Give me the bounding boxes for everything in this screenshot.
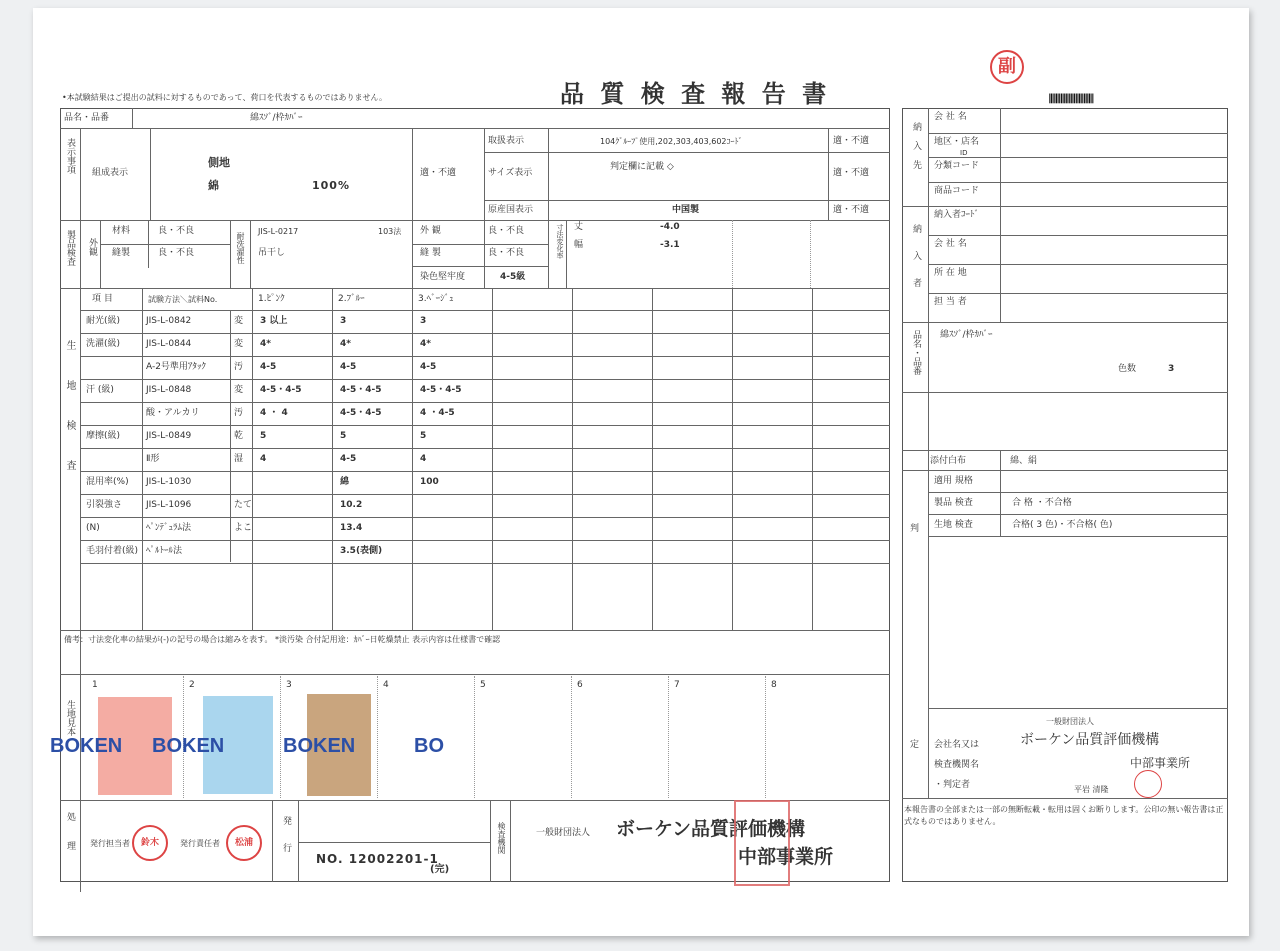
size-label: サイズ表示: [488, 168, 533, 178]
test-cell-v3: 3: [420, 316, 427, 326]
footnote: 本報告書の全部または一部の無断転載・転用は固くお断りします。公印の無い報告書は正式なものではありません。: [904, 805, 1224, 826]
watermark-1: BOKEN: [50, 735, 123, 757]
org-name: ボーケン品質評価機構: [616, 818, 806, 840]
delivery-rows-label: 地区・店名: [934, 136, 980, 147]
official-seal: [734, 800, 790, 886]
test-cell-item: 混用率(%): [86, 477, 129, 487]
test-cell-method: JIS-L-1096: [146, 500, 192, 510]
report-number: NO. 12002201-1: [316, 852, 439, 866]
company-label: 会社名又は: [934, 740, 980, 750]
test-cell-k: 変: [234, 385, 244, 395]
test-cell-item: 毛羽付着(級): [86, 546, 139, 556]
judge-label: 判: [910, 524, 920, 534]
org-prefix: 一般財団法人: [536, 828, 591, 838]
test-cell-v1: 4: [260, 454, 267, 464]
agency-label: 検査機関名: [934, 760, 980, 770]
test-cell-v1: 4-5・4-5: [260, 385, 302, 395]
attached-value: 綿、絹: [1010, 456, 1038, 466]
test-cell-k: 汚: [234, 408, 244, 418]
report-title: 品 質 検 査 報 告 書: [560, 79, 831, 108]
test-cell-method: JIS-L-0848: [146, 385, 192, 395]
test-cell-method: ﾍﾟﾝﾃﾞｭﾗﾑ法: [146, 523, 192, 533]
dim-width-value: -3.1: [660, 240, 680, 250]
color-count-label: 色数: [1118, 364, 1137, 374]
colorfast-value: 4-5級: [500, 272, 526, 282]
test-cell-method: JIS-L-0844: [146, 339, 192, 349]
sample-divider: [668, 676, 669, 798]
composition-label: 組成表示: [92, 168, 129, 178]
test-cell-v2: 4-5: [340, 454, 357, 464]
purchaser-rows-line: [928, 235, 1228, 236]
test-cell-v1: 3 以上: [260, 316, 288, 326]
test-row-line: [80, 379, 890, 380]
test-row-line: [80, 540, 890, 541]
sample-divider: [765, 676, 766, 798]
processing-side-label: 処理: [65, 812, 75, 870]
resp-stamp: 松浦: [226, 825, 262, 861]
test-cell-v2: 3.5(表側): [340, 546, 383, 556]
test-cell-v1: 4-5: [260, 362, 277, 372]
delivery-sub: ID: [960, 149, 968, 157]
purchaser-label: 納入者: [911, 224, 921, 305]
delivery-rows-label: 会 社 名: [934, 112, 967, 122]
purchaser-rows-line: [928, 264, 1228, 265]
test-cell-method: ﾍﾟﾙﾄｰﾙ法: [146, 546, 183, 556]
header-notice: •本試験結果はご提出の試料に対するものであって、荷口を代表するものではありません。: [62, 93, 387, 102]
item-value: 綿ｽｿﾞ/枠ｶﾊﾞｰ: [940, 330, 993, 340]
test-cell-method: 酸・アルカリ: [146, 408, 200, 418]
judger-stamp: [1134, 770, 1162, 798]
test-row-line: [80, 517, 890, 518]
purchaser-rows-label: 所 在 地: [934, 268, 967, 278]
test-cell-v1: 4 ・ 4: [260, 408, 288, 418]
dim-length-value: -4.0: [660, 222, 680, 232]
handling-judge: 適・不適: [833, 136, 870, 146]
test-cell-item: 摩擦(級): [86, 431, 121, 441]
test-cell-method: JIS-L-1030: [146, 477, 192, 487]
product-check-value: 合 格 ・不合格: [1012, 498, 1072, 508]
sample-num: 3: [286, 680, 292, 690]
test-cell-item: 汗 (級): [86, 385, 114, 395]
sewing-judge: 良・不良: [158, 248, 195, 258]
sample-num: 7: [674, 680, 680, 690]
copy-stamp: 副: [990, 50, 1024, 84]
sample-num: 5: [480, 680, 486, 690]
test-cell-v3: 4*: [420, 339, 431, 349]
head-sample3: 3.ﾍﾞｰｼﾞｭ: [418, 294, 454, 304]
inspector-label: 検査機関: [497, 822, 506, 854]
issue-label: 発行: [281, 816, 291, 870]
test-cell-k: 湿: [234, 454, 244, 464]
composition-line1: 側地: [208, 156, 230, 169]
test-cell-v1: 5: [260, 431, 267, 441]
origin-label: 原産国表示: [488, 205, 534, 215]
test-cell-v3: 4-5: [420, 362, 437, 372]
head-sample2: 2.ﾌﾞﾙｰ: [338, 294, 365, 304]
right-org-prefix: 一般財団法人: [1046, 717, 1094, 726]
appearance-label: 外観: [87, 238, 97, 256]
material-label: 材料: [112, 226, 131, 236]
product-label: 品名・品番: [64, 113, 110, 123]
test-cell-v2: 4-5・4-5: [340, 385, 382, 395]
handling-value: 104ｸﾞﾙｰﾌﾟ使用,202,303,403,602ｺｰﾄﾞ: [600, 137, 743, 146]
test-cell-k: 変: [234, 339, 244, 349]
delivery-rows-label: 商品コード: [934, 185, 980, 196]
judger-name: 平岩 清隆: [1074, 785, 1109, 794]
r-sewing-label: 縫 製: [420, 248, 441, 258]
test-cell-k: よこ: [234, 523, 253, 533]
method-no: 103法: [378, 227, 402, 236]
fabric-check-value: 合格( 3 色)・不合格( 色): [1012, 520, 1113, 530]
size-judge: 適・不適: [833, 168, 870, 178]
test-cell-method: Ⅱ形: [146, 454, 160, 464]
purchaser-rows-label: 担 当 者: [934, 297, 967, 307]
test-cell-method: A-2号準用ｱﾀｯｸ: [146, 362, 206, 372]
test-cell-k: 汚: [234, 362, 244, 372]
test-row-line: [80, 563, 890, 564]
dim-length-label: 丈: [574, 222, 584, 232]
sample-num: 2: [189, 680, 195, 690]
purchaser-rows-line: [928, 293, 1228, 294]
composition-line2: 綿: [208, 179, 219, 192]
judger-label: ・判定者: [934, 780, 971, 790]
decision-label: 定: [910, 740, 920, 750]
test-cell-k: たて: [234, 500, 253, 510]
test-cell-method: JIS-L-0842: [146, 316, 192, 326]
test-cell-v3: 100: [420, 477, 439, 487]
product-inspection-label: 製品検査: [65, 230, 75, 266]
test-row-line: [80, 402, 890, 403]
test-side-label: 生地検査: [64, 340, 75, 500]
r-appearance-judge: 良・不良: [488, 226, 525, 236]
r-appearance-label: 外 観: [420, 226, 441, 236]
test-row-line: [80, 356, 890, 357]
colorfast-label: 染色堅牢度: [420, 272, 466, 282]
handling-label: 取扱表示: [488, 136, 525, 146]
head-method: 試験方法＼試料No.: [148, 295, 218, 304]
barcode: |||||||||||||||||||||||||||: [1048, 93, 1093, 104]
product-value: 綿ｽｿﾞ/枠ｶﾊﾞｰ: [250, 113, 303, 123]
test-cell-k: 変: [234, 316, 244, 326]
dim-width-label: 幅: [574, 240, 584, 250]
test-cell-v2: 5: [340, 431, 347, 441]
composition-pct: 100%: [312, 179, 350, 192]
color-count: 3: [1168, 364, 1175, 374]
sample-num: 8: [771, 680, 777, 690]
test-cell-v2: 綿: [340, 477, 350, 487]
test-row-line: [80, 494, 890, 495]
test-cell-v2: 10.2: [340, 500, 363, 510]
sample-divider: [474, 676, 475, 798]
head-sample1: 1.ﾋﾟﾝｸ: [258, 294, 285, 304]
size-value: 判定欄に記載 ◇: [610, 162, 674, 172]
dim-change-label: 寸法変化率: [556, 224, 564, 259]
test-cell-item: (N): [86, 523, 100, 533]
fabric-check-label: 生地 検査: [934, 520, 973, 530]
delivery-label: 納入先: [911, 122, 921, 179]
sample-divider: [571, 676, 572, 798]
test-cell-item: 耐光(級): [86, 316, 121, 326]
test-cell-v3: 4: [420, 454, 427, 464]
delivery-rows-line: [928, 157, 1228, 158]
watermark-3: BOKEN: [283, 735, 356, 757]
samples-side-label: 生地見本: [65, 700, 75, 736]
test-cell-v1: 4*: [260, 339, 271, 349]
test-cell-method: JIS-L-0849: [146, 431, 192, 441]
watermark-4: BO: [414, 735, 444, 757]
test-cell-v2: 3: [340, 316, 347, 326]
test-cell-v2: 4-5: [340, 362, 357, 372]
sewing-label: 縫製: [112, 248, 131, 258]
method-value: 吊干し: [258, 248, 286, 258]
remarks: 備考：寸法変化率の結果が(-)の記号の場合は縮みを表す。 *淡汚染 合付記用途：ｶﾊﾞｰ日乾燥禁止 表示内容は仕様書で確認: [64, 635, 501, 644]
product-check-label: 製品 検査: [934, 498, 973, 508]
durability-label: 耐洗濯性: [236, 232, 245, 264]
test-cell-v2: 13.4: [340, 523, 363, 533]
sample-num: 6: [577, 680, 583, 690]
purchaser-rows-label: 会 社 名: [934, 239, 967, 249]
test-row-line: [80, 425, 890, 426]
test-cell-k: 乾: [234, 431, 244, 441]
sample-num: 1: [92, 680, 98, 690]
origin-judge: 適・不適: [833, 205, 870, 215]
org-branch: 中部事業所: [738, 846, 834, 868]
item-label: 品名・品番: [911, 330, 921, 375]
material-judge: 良・不良: [158, 226, 195, 236]
issuer-stamp: 鈴木: [132, 825, 168, 861]
test-cell-item: 洗濯(級): [86, 339, 121, 349]
test-row-line: [80, 448, 890, 449]
report-complete: (完): [430, 864, 450, 875]
resp-label: 発行責任者: [180, 839, 220, 848]
sample-divider: [377, 676, 378, 798]
delivery-rows-line: [928, 182, 1228, 183]
test-row-line: [80, 471, 890, 472]
issuer-label: 発行担当者: [90, 839, 130, 848]
origin-value: 中国製: [672, 205, 700, 215]
test-cell-v2: 4-5・4-5: [340, 408, 382, 418]
head-item: 項 目: [92, 294, 113, 304]
delivery-rows-label: 分類コード: [934, 161, 980, 171]
watermark-2: BOKEN: [152, 735, 225, 757]
purchaser-rows-label: 納入者ｺｰﾄﾞ: [934, 210, 980, 220]
right-org: ボーケン品質評価機構: [1020, 732, 1160, 748]
test-cell-item: 引裂強さ: [86, 500, 123, 510]
method-code: JIS-L-0217: [258, 227, 299, 236]
sample-num: 4: [383, 680, 389, 690]
test-cell-v3: 4-5・4-5: [420, 385, 462, 395]
test-cell-v2: 4*: [340, 339, 351, 349]
display-side-label: 表示事項: [65, 138, 75, 174]
right-branch: 中部事業所: [1130, 756, 1191, 770]
test-row-line: [80, 333, 890, 334]
sample-divider: [280, 676, 281, 798]
attached-label: 添付白布: [930, 456, 967, 466]
composition-judge: 適・不適: [420, 168, 457, 178]
r-sewing-judge: 良・不良: [488, 248, 525, 258]
test-cell-v3: 4 ・4-5: [420, 408, 455, 418]
delivery-rows-line: [928, 133, 1228, 134]
apply-label: 適用 規格: [934, 476, 973, 486]
test-cell-v3: 5: [420, 431, 427, 441]
